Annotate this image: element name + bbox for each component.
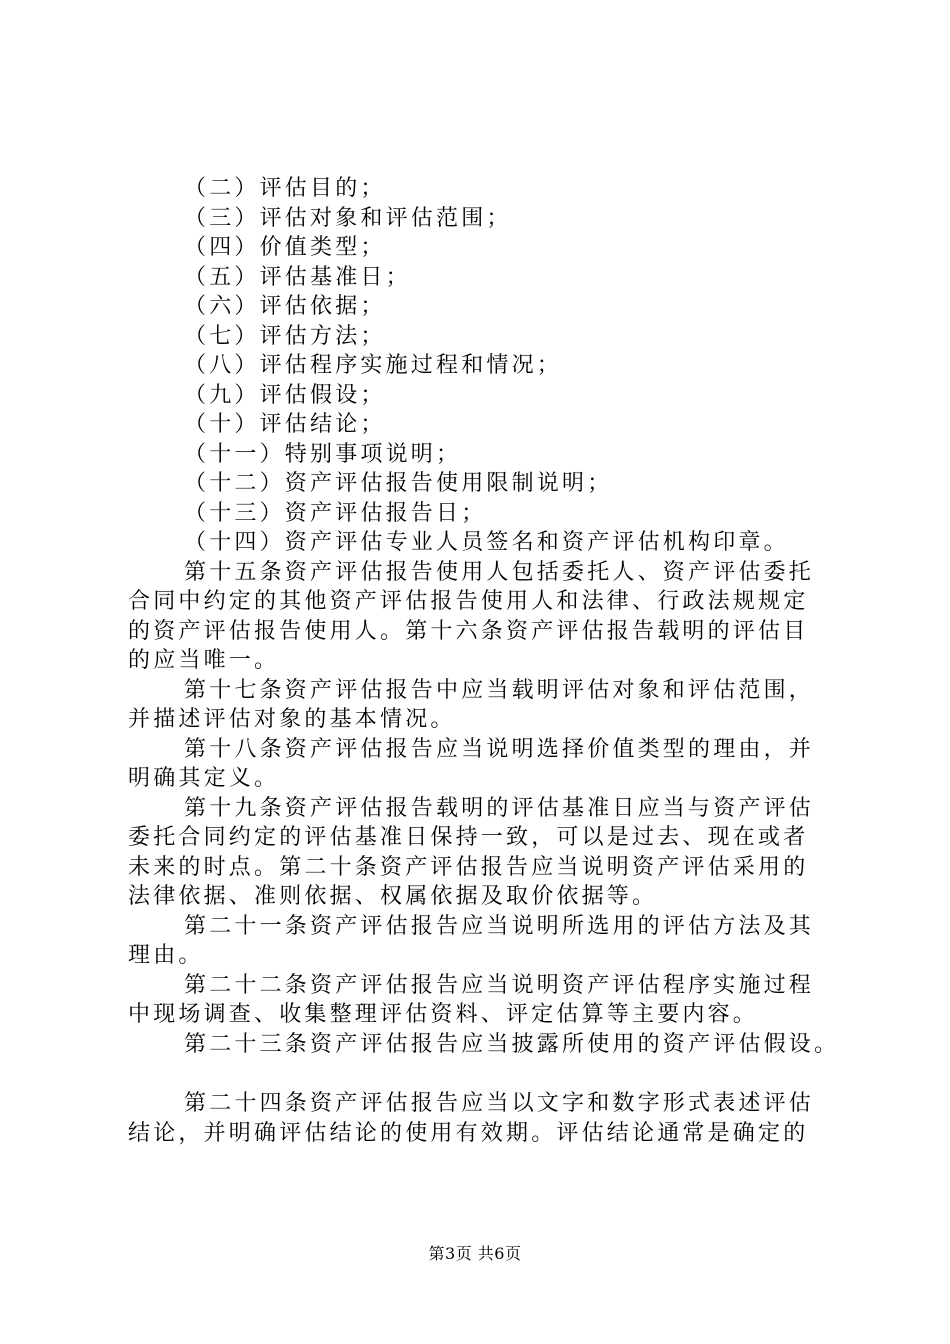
paragraph-line: 并描述评估对象的基本情况。 xyxy=(128,707,456,732)
blank-line xyxy=(128,1059,838,1089)
page-number-footer: 第3页 共6页 xyxy=(428,1244,522,1263)
paragraph-article-24 xyxy=(128,1089,838,1148)
paragraph-line: 第二十一条资产评估报告应当说明所选用的评估方法及其 xyxy=(184,913,815,939)
paragraph-line: 明确其定义。 xyxy=(128,766,280,791)
paragraph-article-21 xyxy=(128,912,838,971)
paragraph-line: 第二十二条资产评估报告应当说明资产评估程序实施过程 xyxy=(184,972,815,998)
paragraph-line: 第二十四条资产评估报告应当以文字和数字形式表述评估 xyxy=(184,1091,815,1116)
paragraph-line: 第十五条资产评估报告使用人包括委托人、资产评估委托 xyxy=(184,559,815,585)
paragraph-line: 委托合同约定的评估基准日保持一致，可以是过去、现在或者 xyxy=(128,825,809,850)
list-item: （三）评估对象和评估范围； xyxy=(184,205,512,231)
list-item: （四）价值类型； xyxy=(184,235,386,260)
paragraph-line: 中现场调查、收集整理评估资料、评定估算等主要内容。 xyxy=(128,1002,759,1027)
list-item: （九）评估假设； xyxy=(184,382,386,408)
paragraph-line: 第二十三条资产评估报告应当披露所使用的资产评估假设。 xyxy=(184,1031,840,1057)
paragraph-line: 的应当唯一。 xyxy=(128,648,280,673)
document-body xyxy=(128,174,838,1148)
list-item: （八）评估程序实施过程和情况； xyxy=(184,353,563,378)
paragraph-article-23 xyxy=(128,1030,838,1060)
paragraph-line: 第十九条资产评估报告载明的评估基准日应当与资产评估 xyxy=(184,795,815,821)
item-list xyxy=(128,174,838,558)
paragraph-line: 合同中约定的其他资产评估报告使用人和法律、行政法规规定 xyxy=(128,589,809,614)
paragraph-line: 的资产评估报告使用人。第十六条资产评估报告载明的评估目 xyxy=(128,618,809,644)
list-item: （十一）特别事项说明； xyxy=(184,441,462,467)
list-item: （十二）资产评估报告使用限制说明； xyxy=(184,471,613,496)
paragraph-article-22 xyxy=(128,971,838,1030)
paragraph-article-17 xyxy=(128,676,838,735)
paragraph-article-18 xyxy=(128,735,838,794)
paragraph-line: 第十七条资产评估报告中应当载明评估对象和评估范围， xyxy=(184,677,815,703)
list-item: （十四）资产评估专业人员签名和资产评估机构印章。 xyxy=(184,530,789,555)
list-item: （六）评估依据； xyxy=(184,294,386,319)
paragraph-article-15 xyxy=(128,558,838,676)
paragraph-line: 第十八条资产评估报告应当说明选择价值类型的理由，并 xyxy=(184,736,815,762)
paragraph-line: 法律依据、准则依据、权属依据及取价依据等。 xyxy=(128,884,658,909)
list-item: （二）评估目的； xyxy=(184,176,386,201)
paragraph-line: 未来的时点。第二十条资产评估报告应当说明资产评估采用的 xyxy=(128,854,809,880)
list-item: （十）评估结论； xyxy=(184,412,386,437)
list-item: （五）评估基准日； xyxy=(184,264,411,290)
paragraph-line: 理由。 xyxy=(128,943,204,968)
list-item: （十三）资产评估报告日； xyxy=(184,500,487,526)
paragraph-line: 结论，并明确评估结论的使用有效期。评估结论通常是确定的 xyxy=(128,1120,809,1146)
list-item: （七）评估方法； xyxy=(184,323,386,349)
paragraph-article-19 xyxy=(128,794,838,912)
